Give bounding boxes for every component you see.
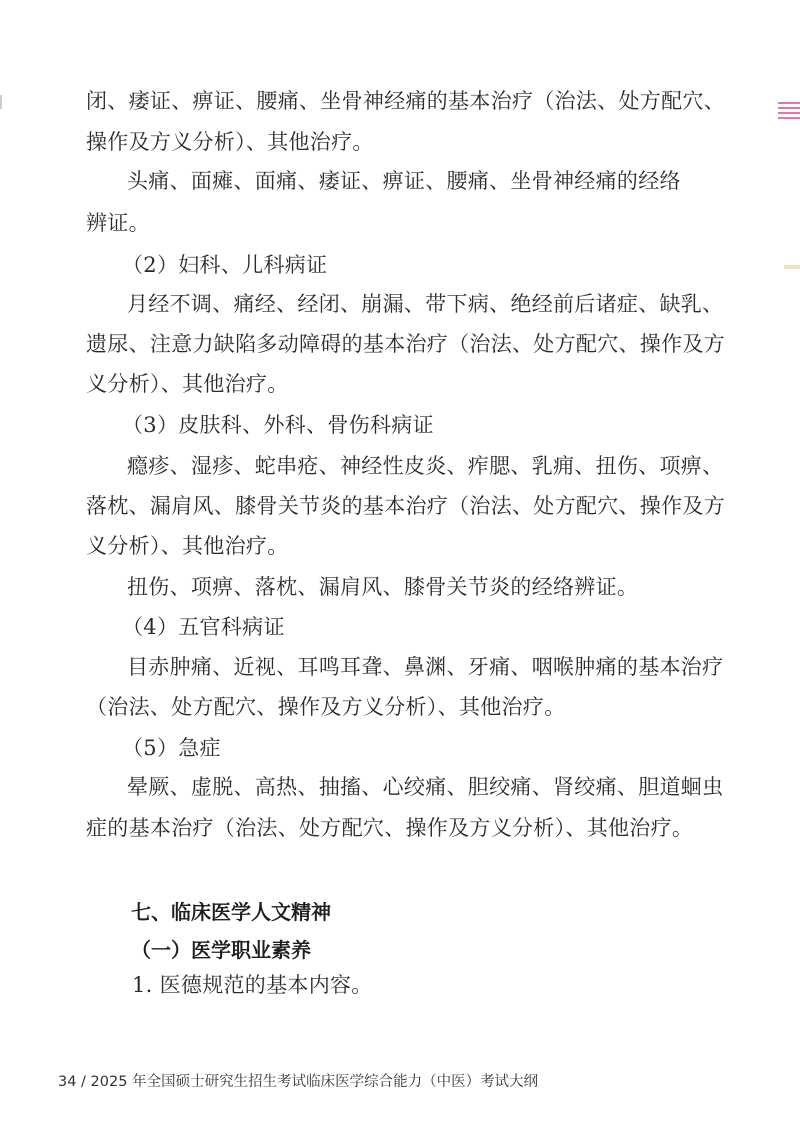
paragraph-4-line-3: 义分析）、其他治疗。 <box>86 534 289 558</box>
paragraph-5: 扭伤、项痹、落枕、漏肩风、膝骨关节炎的经络辨证。 <box>127 575 639 599</box>
paragraph-2-line-2: 辨证。 <box>86 211 150 235</box>
paragraph-6-line-1: 目赤肿痛、近视、耳鸣耳聋、鼻渊、牙痛、咽喉肿痛的基本治疗 <box>127 655 724 679</box>
paragraph-2-line-1: 头痛、面瘫、面痛、痿证、痹证、腰痛、坐骨神经痛的经络 <box>127 169 681 193</box>
paragraph-3-line-1: 月经不调、痛经、经闭、崩漏、带下病、绝经前后诸症、缺乳、 <box>127 292 724 316</box>
page-footer: 34 / 2025 年全国硕士研究生招生考试临床医学综合能力（中医）考试大纲 <box>58 1074 539 1090</box>
left-edge-mark <box>0 95 2 109</box>
subheading-dermatology-surgery: （3）皮肤科、外科、骨伤科病证 <box>122 413 434 437</box>
subheading-ent: （4）五官科病证 <box>122 615 285 639</box>
list-item-1: 1. 医德规范的基本内容。 <box>132 973 373 997</box>
edge-mark-pink <box>778 102 800 120</box>
subheading-gynecology-pediatrics: （2）妇科、儿科病证 <box>122 253 328 277</box>
paragraph-3-line-2: 遗尿、注意力缺陷多动障碍的基本治疗（治法、处方配穴、操作及方 <box>86 332 725 356</box>
section-title: 七、临床医学人文精神 <box>131 900 331 924</box>
paragraph-7-line-2: 症的基本治疗（治法、处方配穴、操作及方义分析）、其他治疗。 <box>86 816 694 840</box>
edge-mark-tan <box>784 265 800 269</box>
paragraph-3-line-3: 义分析）、其他治疗。 <box>86 372 289 396</box>
paragraph-4-line-2: 落枕、漏肩风、膝骨关节炎的基本治疗（治法、处方配穴、操作及方 <box>86 494 725 518</box>
paragraph-6-line-2: （治法、处方配穴、操作及方义分析）、其他治疗。 <box>86 695 566 719</box>
paragraph-1-line-1: 闭、痿证、痹证、腰痛、坐骨神经痛的基本治疗（治法、处方配穴、 <box>86 89 725 113</box>
paragraph-1-line-2: 操作及方义分析）、其他治疗。 <box>86 130 374 154</box>
subheading-emergency: （5）急症 <box>122 736 221 760</box>
subsection-title: （一）医学职业素养 <box>131 938 311 962</box>
paragraph-4-line-1: 瘾疹、湿疹、蛇串疮、神经性皮炎、痄腮、乳痈、扭伤、项痹、 <box>127 454 724 478</box>
paragraph-7-line-1: 晕厥、虚脱、高热、抽搐、心绞痛、胆绞痛、肾绞痛、胆道蛔虫 <box>127 775 724 799</box>
